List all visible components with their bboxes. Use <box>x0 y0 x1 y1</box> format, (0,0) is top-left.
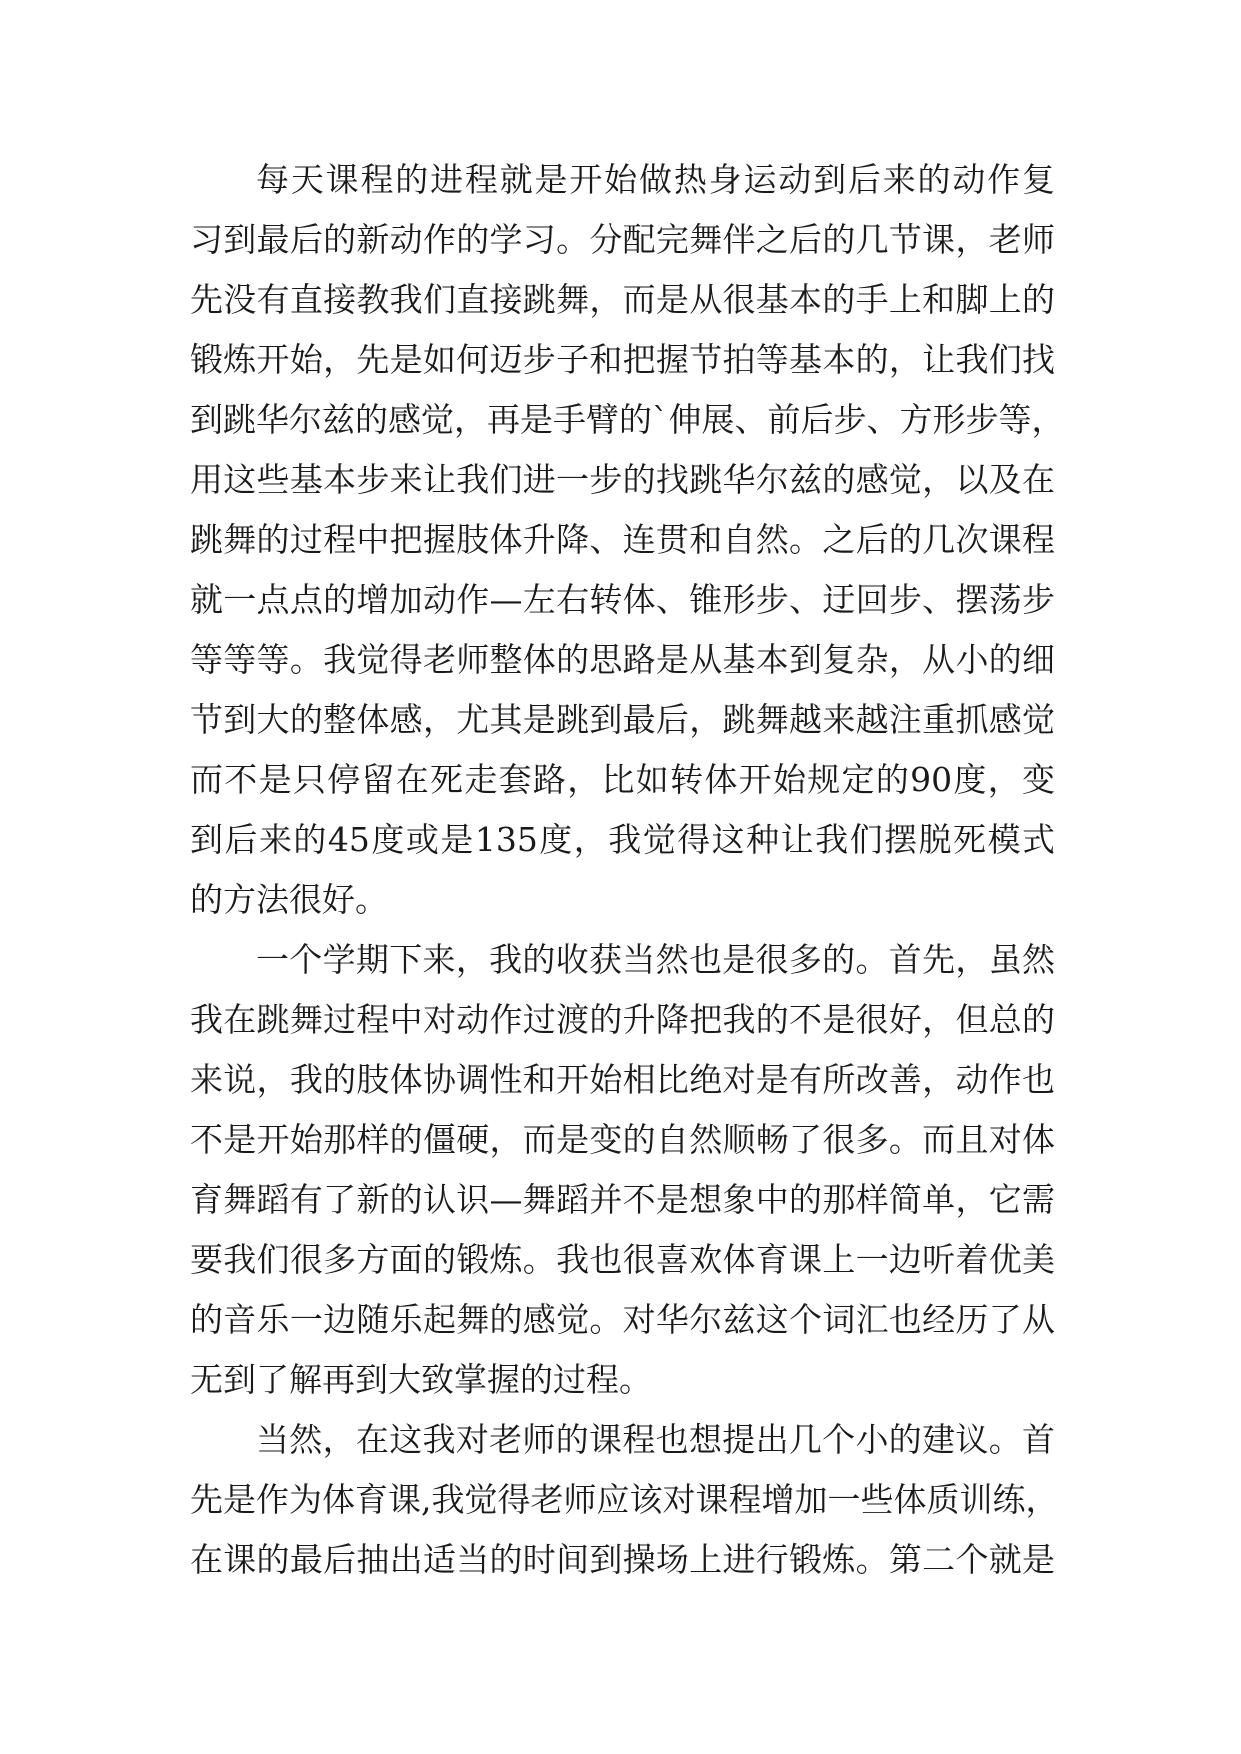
paragraph-2-line-8: 无到了解再到大致掌握的过程。 <box>190 1360 652 1399</box>
paragraph-2-line-4: 不是开始那样的僵硬，而是变的自然顺畅了很多。而且对体 <box>190 1120 1055 1159</box>
paragraph-1-line-11: 而不是只停留在死走套路，比如转体开始规定的90度，变 <box>190 760 1055 799</box>
paragraph-1-line-3: 先没有直接教我们直接跳舞，而是从很基本的手上和脚上的 <box>190 280 1055 319</box>
paragraph-2-line-3: 来说，我的肢体协调性和开始相比绝对是有所改善，动作也 <box>190 1060 1055 1099</box>
paragraph-2-line-7: 的音乐一边随乐起舞的感觉。对华尔兹这个词汇也经历了从 <box>190 1300 1055 1339</box>
paragraph-3-line-3: 在课的最后抽出适当的时间到操场上进行锻炼。第二个就是 <box>190 1540 1055 1579</box>
paragraph-1-line-10: 节到大的整体感，尤其是跳到最后，跳舞越来越注重抓感觉 <box>190 700 1055 739</box>
paragraph-1-line-7: 跳舞的过程中把握肢体升降、连贯和自然。之后的几次课程 <box>190 520 1055 559</box>
paragraph-3-line-1: 当然，在这我对老师的课程也想提出几个小的建议。首 <box>256 1420 1055 1459</box>
paragraph-2-line-2: 我在跳舞过程中对动作过渡的升降把我的不是很好，但总的 <box>190 1000 1055 1039</box>
paragraph-2-line-1: 一个学期下来，我的收获当然也是很多的。首先，虽然 <box>256 940 1055 979</box>
paragraph-2-line-5: 育舞蹈有了新的认识—舞蹈并不是想象中的那样简单，它需 <box>190 1180 1055 1219</box>
paragraph-1-line-2: 习到最后的新动作的学习。分配完舞伴之后的几节课，老师 <box>190 220 1055 259</box>
paragraph-1-line-1: 每天课程的进程就是开始做热身运动到后来的动作复 <box>256 160 1055 199</box>
paragraph-1-line-13: 的方法很好。 <box>190 880 388 919</box>
paragraph-1-line-6: 用这些基本步来让我们进一步的找跳华尔兹的感觉，以及在 <box>190 460 1055 499</box>
paragraph-2-line-6: 要我们很多方面的锻炼。我也很喜欢体育课上一边听着优美 <box>190 1240 1055 1279</box>
paragraph-1-line-9: 等等等。我觉得老师整体的思路是从基本到复杂，从小的细 <box>190 640 1055 679</box>
paragraph-1-line-8: 就一点点的增加动作—左右转体、锥形步、迂回步、摆荡步 <box>190 580 1055 619</box>
paragraph-1-line-5: 到跳华尔兹的感觉，再是手臂的`伸展、前后步、方形步等， <box>190 400 1065 439</box>
paragraph-3-line-2: 先是作为体育课,我觉得老师应该对课程增加一些体质训练， <box>190 1480 1059 1519</box>
paragraph-1-line-4: 锻炼开始，先是如何迈步子和把握节拍等基本的，让我们找 <box>190 340 1055 379</box>
paragraph-1-line-12: 到后来的45度或是135度，我觉得这种让我们摆脱死模式 <box>190 820 1055 859</box>
